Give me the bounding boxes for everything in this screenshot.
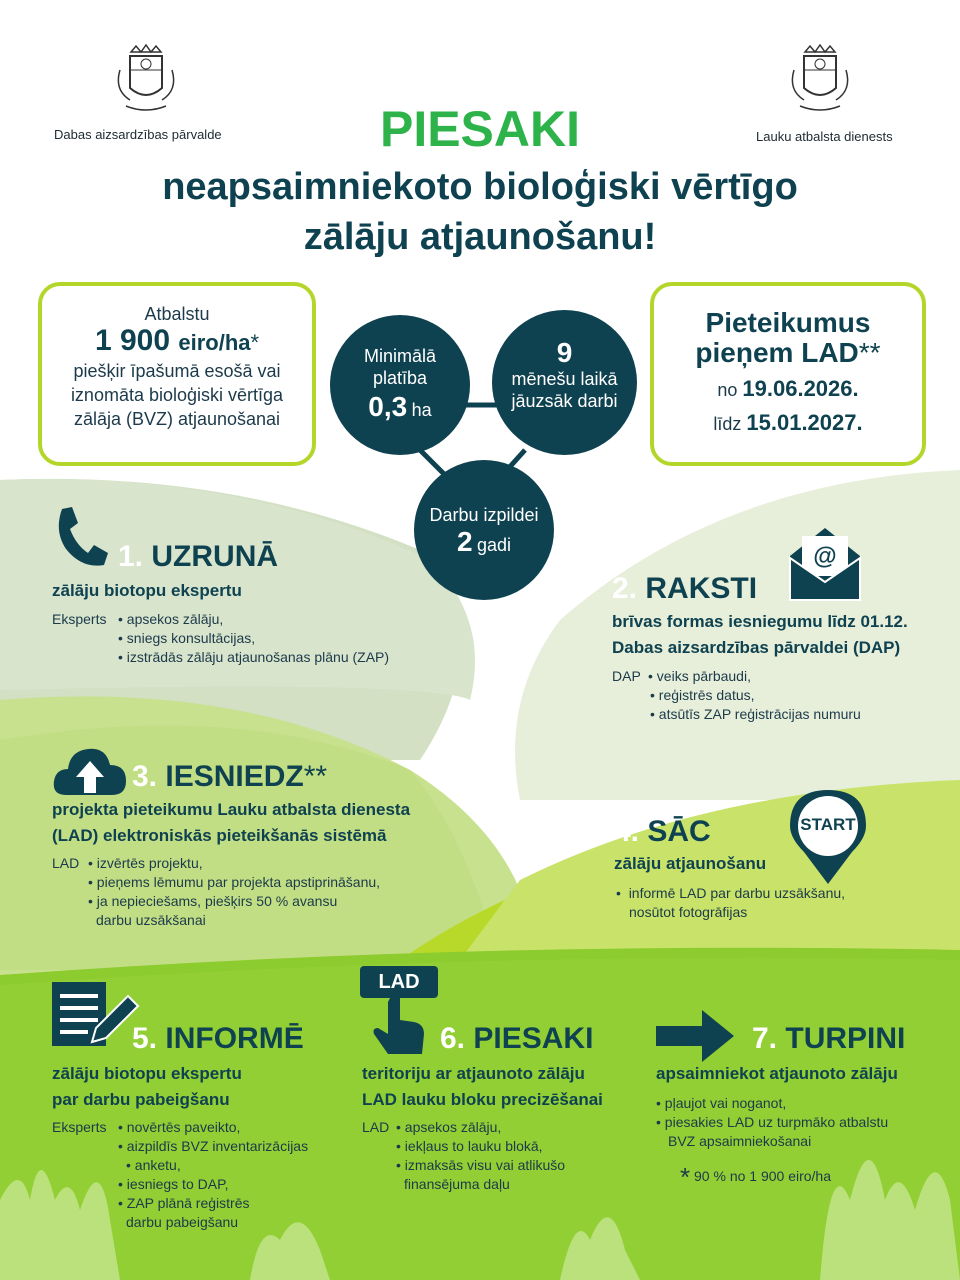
- cloud-upload-icon: [52, 745, 128, 797]
- svg-text:@: @: [813, 543, 837, 570]
- step3-item: • pieņems lēmumu par projekta apstiprināšanu,: [88, 873, 492, 892]
- apply-from-date: 19.06.2026.: [742, 376, 859, 401]
- step5-item: • aizpildīs BVZ inventarizācijas: [118, 1137, 352, 1156]
- step3-number: 3.: [132, 760, 158, 793]
- support-amount: [42, 325, 312, 359]
- step2-title: [612, 572, 757, 606]
- step2-title-text: RAKSTI: [645, 572, 758, 605]
- step7-title: [752, 1022, 905, 1056]
- support-label: Atbalstu: [144, 304, 210, 324]
- step1-list: [52, 610, 472, 667]
- step3-list: [52, 854, 492, 930]
- support-amount-value: 1 900: [94, 324, 171, 357]
- step1-item: • izstrādās zālāju atjaunošanas plānu (ZAP): [118, 648, 472, 667]
- step7-number: 7.: [752, 1022, 778, 1055]
- step6-list: [362, 1118, 642, 1194]
- apply-line2: pieņem LAD: [695, 337, 859, 368]
- apply-asterisks: **: [858, 337, 881, 368]
- step3-title-text: IESNIEDZ: [165, 760, 304, 793]
- step2-number: 2.: [612, 572, 638, 605]
- step1-item: • sniegs konsultācijas,: [118, 629, 472, 648]
- application-period-box: [650, 282, 926, 466]
- step7-subtitle: apsaimniekot atjaunoto zālāju: [656, 1064, 898, 1083]
- step4-item: • informē LAD par darbu uzsākšanu,: [616, 885, 846, 901]
- step4-number: 4.: [614, 815, 640, 848]
- page-subtitle-line2: zālāju atjaunošanu!: [303, 216, 657, 258]
- phone-icon: [52, 505, 108, 569]
- start-pin-icon: [790, 790, 866, 886]
- step4-title-text: SĀC: [647, 815, 711, 848]
- apply-to-label: līdz: [713, 414, 742, 434]
- step5-item: • novērtēs paveikto,: [118, 1118, 352, 1137]
- step1-title-text: UZRUNĀ: [151, 540, 279, 573]
- works-unit: gadi: [477, 535, 512, 555]
- step6-who: LAD: [362, 1119, 390, 1135]
- footnote: [680, 1162, 831, 1193]
- step6-title-text: PIESAKI: [473, 1022, 594, 1055]
- step6-item-cont: finansējuma daļu: [404, 1176, 510, 1192]
- step6-item: • iekļaus to lauku blokā,: [396, 1137, 642, 1156]
- step3-item: • izvērtēs projektu,: [88, 854, 492, 873]
- step5-title-text: INFORMĒ: [165, 1022, 304, 1055]
- step6-item: • izmaksās visu vai atlikušo: [396, 1156, 642, 1175]
- step1-item: • apsekos zālāju,: [118, 610, 472, 629]
- min-area-circle: [330, 315, 470, 455]
- months-circle: [492, 310, 637, 455]
- step7-list: [656, 1094, 946, 1151]
- step3-asterisks: **: [303, 760, 328, 793]
- step4-list: [616, 884, 946, 922]
- step3-item: • ja nepieciešams, piešķirs 50 % avansu: [88, 892, 492, 911]
- step4-item-text: informē LAD par darbu uzsākšanu,: [628, 885, 846, 901]
- step1-title: [118, 540, 278, 574]
- step4-subtitle: zālāju atjaunošanu: [614, 854, 767, 873]
- step1-who: Eksperts: [52, 611, 107, 627]
- min-area-label1: Minimālā: [363, 346, 437, 366]
- step2-who: DAP: [612, 668, 641, 684]
- step5-title: [132, 1022, 304, 1056]
- step6-subtitle2: LAD lauku bloku precizēšanai: [362, 1090, 603, 1109]
- step7-title-text: TURPINI: [785, 1022, 906, 1055]
- step1-number: 1.: [118, 540, 144, 573]
- step3-who: LAD: [52, 855, 80, 871]
- step2-subtitle1: brīvas formas iesniegumu līdz 01.12.: [612, 612, 908, 631]
- page-title: PIESAKI: [379, 101, 581, 157]
- step6-item: • apsekos zālāju,: [396, 1118, 642, 1137]
- works-label: Darbu izpildei: [429, 505, 539, 525]
- document-edit-icon: [52, 982, 142, 1052]
- step4-item-cont: nosūtot fotogrāfijas: [629, 904, 748, 920]
- logo-left-label: Dabas aizsardzības pārvalde: [54, 127, 222, 142]
- step5-who: Eksperts: [52, 1119, 107, 1135]
- step2-list: [612, 667, 952, 724]
- step3-title: [132, 760, 327, 794]
- step5-list: [52, 1118, 352, 1232]
- step6-subtitle1: teritoriju ar atjaunoto zālāju: [362, 1064, 585, 1083]
- step3-subtitle1: projekta pieteikumu Lauku atbalsta dienesta: [52, 800, 411, 819]
- apply-line1: Pieteikumus: [705, 307, 871, 338]
- footnote-mark: *: [680, 1162, 691, 1192]
- min-area-value: 0,3: [368, 391, 408, 422]
- step7-item: • piesakies LAD uz turpmāko atbalstu: [656, 1113, 946, 1132]
- step2-item: • reģistrēs datus,: [650, 686, 952, 705]
- step5-item: • ZAP plānā reģistrēs: [118, 1194, 352, 1213]
- step5-number: 5.: [132, 1022, 158, 1055]
- step6-title: [440, 1022, 593, 1056]
- months-label2: jāuzsāk darbi: [511, 391, 618, 411]
- lad-badge-text: LAD: [378, 971, 420, 993]
- step2-subtitle2: Dabas aizsardzības pārvaldei (DAP): [612, 638, 901, 657]
- months-value: 9: [556, 337, 573, 368]
- step4-title: [614, 815, 711, 849]
- step7-item-cont: BVZ apsaimniekošanai: [668, 1133, 812, 1149]
- footnote-text: 90 % no 1 900 eiro/ha: [694, 1168, 832, 1185]
- step2-item: • veiks pārbaudi,: [648, 667, 952, 686]
- page-subtitle-line1: neapsaimniekoto bioloģiski vērtīgo: [162, 166, 798, 208]
- step3-item-cont: darbu uzsākšanai: [96, 912, 206, 928]
- support-asterisk: *: [250, 330, 260, 355]
- start-badge-text: START: [800, 815, 856, 834]
- works-value: 2: [456, 526, 473, 557]
- support-text-line1: piešķir īpašumā esošā vai: [73, 361, 281, 381]
- support-amount-unit: eiro/ha: [178, 330, 251, 355]
- min-area-label2: platība: [372, 368, 428, 388]
- step7-item: • pļaujot vai noganot,: [656, 1094, 946, 1113]
- pointer-hand-icon: [370, 994, 432, 1058]
- step5-item-cont: darbu pabeigšanu: [126, 1214, 239, 1230]
- support-text-line2: iznomāta bioloģiski vērtīga: [70, 385, 284, 405]
- works-circle: [414, 460, 554, 600]
- step5-subtitle2: par darbu pabeigšanu: [52, 1090, 230, 1109]
- logo-right-label: Lauku atbalsta dienests: [756, 129, 893, 144]
- step3-subtitle2: (LAD) elektroniskās pieteikšanās sistēmā: [52, 826, 387, 845]
- step2-item: • atsūtīs ZAP reģistrācijas numuru: [650, 705, 952, 724]
- apply-from-label: no: [717, 380, 738, 400]
- months-label1: mēnešu laikā: [511, 369, 618, 389]
- email-envelope-icon: [788, 526, 862, 602]
- step5-item: • iesniegs to DAP,: [118, 1175, 352, 1194]
- min-area-unit: ha: [411, 400, 432, 420]
- step6-number: 6.: [440, 1022, 466, 1055]
- step1-subtitle: zālāju biotopu ekspertu: [52, 581, 242, 600]
- support-text-line3: zālāja (BVZ) atjaunošanai: [73, 409, 281, 429]
- step5-item-cont: • anketu,: [126, 1156, 352, 1175]
- support-amount-box: [38, 282, 316, 466]
- step5-subtitle1: zālāju biotopu ekspertu: [52, 1064, 242, 1083]
- apply-to-date: 15.01.2027.: [746, 410, 863, 435]
- arrow-right-icon: [656, 1008, 736, 1064]
